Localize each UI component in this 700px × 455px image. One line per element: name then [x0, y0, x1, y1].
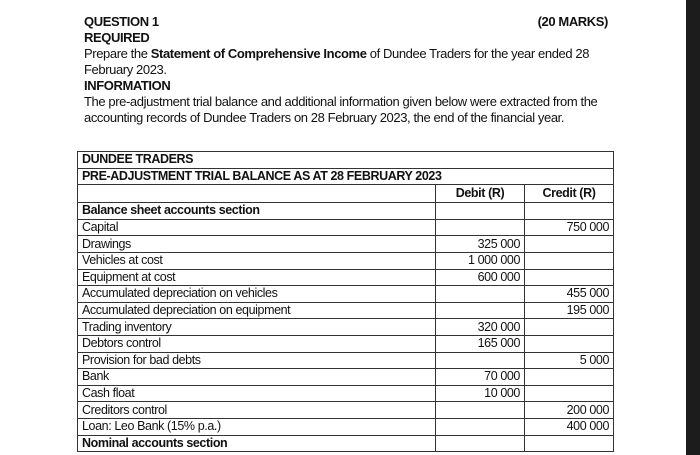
header-blank [78, 185, 436, 203]
account-name: Drawings [78, 236, 436, 253]
credit-value: 5 000 [525, 352, 614, 369]
account-name: Balance sheet accounts section [78, 203, 436, 220]
table-row [78, 252, 614, 269]
debit-value: 320 000 [436, 319, 525, 336]
credit-value [525, 269, 614, 286]
debit-value [436, 402, 525, 419]
account-name: Equipment at cost [78, 269, 436, 286]
table-title: PRE-ADJUSTMENT TRIAL BALANCE AS AT 28 FEBRUARY 2023 [78, 168, 614, 185]
account-name: Accumulated depreciation on equipment [78, 302, 436, 319]
table-row [78, 319, 614, 336]
credit-value [525, 369, 614, 386]
table-row [78, 219, 614, 236]
required-text-bold: Statement of Comprehensive Income [150, 46, 367, 61]
credit-value: 455 000 [525, 286, 614, 303]
account-name: Nominal accounts section [78, 435, 436, 452]
credit-value: 400 000 [525, 418, 614, 435]
debit-header: Debit (R) [436, 185, 525, 203]
table-row [78, 335, 614, 352]
question-header [84, 14, 608, 30]
credit-header: Credit (R) [525, 185, 614, 203]
debit-value: 70 000 [436, 369, 525, 386]
credit-value: 750 000 [525, 219, 614, 236]
debit-value [436, 352, 525, 369]
credit-value [525, 385, 614, 402]
debit-value [436, 418, 525, 435]
required-text-end: of Dundee Traders for the year ended 28 February 2023. [84, 46, 590, 77]
required-text-start: Prepare the [84, 46, 151, 61]
account-name: Cash float [78, 385, 436, 402]
debit-value [436, 219, 525, 236]
debit-value: 600 000 [436, 269, 525, 286]
question-title: QUESTION 1 [84, 14, 159, 29]
table-row [78, 435, 614, 452]
required-text [84, 46, 608, 78]
table-row [78, 302, 614, 319]
credit-value [525, 435, 614, 452]
debit-value: 10 000 [436, 385, 525, 402]
account-name: Bank [78, 369, 436, 386]
credit-value: 195 000 [525, 302, 614, 319]
credit-value [525, 335, 614, 352]
account-name: Provision for bad debts [78, 352, 436, 369]
information-heading: INFORMATION [84, 78, 171, 93]
credit-value [525, 319, 614, 336]
account-name: Vehicles at cost [78, 252, 436, 269]
debit-value: 165 000 [436, 335, 525, 352]
table-row [78, 203, 614, 220]
account-name: Capital [78, 219, 436, 236]
table-row [78, 418, 614, 435]
account-name: Debtors control [78, 335, 436, 352]
trial-balance-table [77, 151, 614, 452]
table-row [78, 402, 614, 419]
debit-value: 1 000 000 [436, 252, 525, 269]
table-row [78, 352, 614, 369]
debit-value [436, 286, 525, 303]
credit-value [525, 236, 614, 253]
debit-value [436, 203, 525, 220]
debit-value [436, 302, 525, 319]
account-name: Creditors control [78, 402, 436, 419]
account-name: Loan: Leo Bank (15% p.a.) [78, 418, 436, 435]
table-row [78, 385, 614, 402]
debit-value [436, 435, 525, 452]
credit-value [525, 252, 614, 269]
credit-value [525, 203, 614, 220]
table-row [78, 286, 614, 303]
debit-value: 325 000 [436, 236, 525, 253]
required-heading: REQUIRED [84, 30, 150, 45]
table-row [78, 236, 614, 253]
company-name: DUNDEE TRADERS [78, 152, 614, 169]
screen-edge [686, 0, 700, 455]
account-name: Trading inventory [78, 319, 436, 336]
credit-value: 200 000 [525, 402, 614, 419]
question-marks: (20 MARKS) [537, 14, 608, 29]
information-text: The pre-adjustment trial balance and additional information given below were extracted from the accounting records of Dundee Traders on 28 February 2023, the end of the financial year. [84, 94, 598, 125]
account-name: Accumulated depreciation on vehicles [78, 286, 436, 303]
table-row [78, 369, 614, 386]
table-row [78, 269, 614, 286]
